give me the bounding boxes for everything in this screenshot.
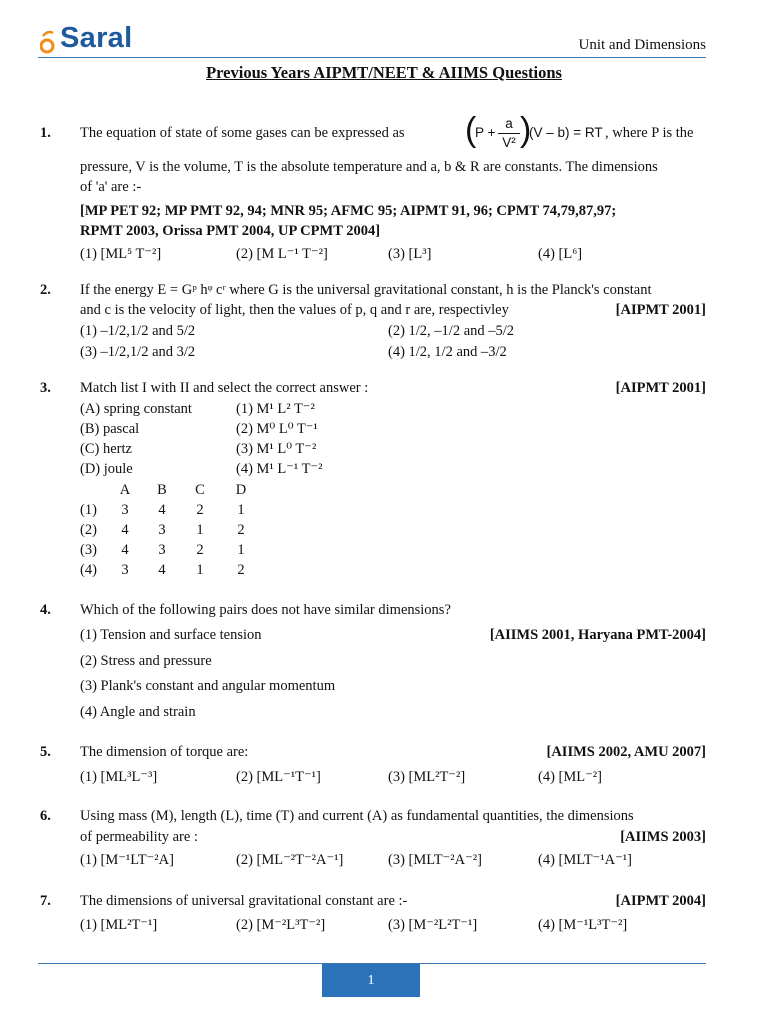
eq-right: (V – b) = RT xyxy=(529,125,603,140)
table-cell: 3 xyxy=(121,562,129,578)
q6-option: (2) [ML⁻²T⁻²A⁻¹] xyxy=(236,852,344,868)
table-header-cell: A xyxy=(119,482,131,498)
page-number: 1 xyxy=(322,964,420,997)
q6-line2: of permeability are : xyxy=(80,829,198,845)
table-cell: 1 xyxy=(237,502,245,518)
q3-list1-item: (D) joule xyxy=(80,461,133,477)
q6-tag: [AIIMS 2003] xyxy=(620,829,706,845)
q6-option: (1) [M⁻¹LT⁻²A] xyxy=(80,852,174,868)
question-number: 4. xyxy=(40,602,51,618)
q6-option: (3) [MLT⁻²A⁻²] xyxy=(388,852,482,868)
q3-line1: Match list I with II and select the correct answer : xyxy=(80,380,369,396)
q1-tag1: [MP PET 92; MP PMT 92, 94; MNR 95; AFMC 95; AIPMT 91, 96; CPMT 74,79,87,97; xyxy=(80,203,617,219)
right-paren: ) xyxy=(520,111,532,149)
q3-list2-item: (1) M¹ L² T⁻² xyxy=(236,401,315,417)
table-cell: 2 xyxy=(196,502,204,518)
q1-option: (4) [L⁶] xyxy=(538,246,583,262)
question-number: 5. xyxy=(40,744,51,760)
eq-left: P + xyxy=(475,125,496,140)
table-cell: 4 xyxy=(158,502,166,518)
q3-list2-item: (4) M¹ L⁻¹ T⁻² xyxy=(236,461,323,477)
question-number: 2. xyxy=(40,282,51,298)
table-cell: 4 xyxy=(121,522,129,538)
q5-option: (1) [ML³L⁻³] xyxy=(80,769,158,785)
question-number: 6. xyxy=(40,808,51,824)
q4-line1: Which of the following pairs does not have similar dimensions? xyxy=(80,602,451,618)
table-cell: 2 xyxy=(237,522,245,538)
q2-option: (3) –1/2,1/2 and 3/2 xyxy=(80,344,196,360)
left-paren: ( xyxy=(465,111,477,149)
q3-list2-item: (3) M¹ L⁰ T⁻² xyxy=(236,441,317,457)
table-header-cell: C xyxy=(195,482,205,498)
q1-option: (1) [ML⁵ T⁻²] xyxy=(80,246,162,262)
table-row-label: (3) xyxy=(80,542,97,558)
q1-option: (3) [L³] xyxy=(388,246,432,262)
q5-option: (3) [ML²T⁻²] xyxy=(388,769,466,785)
q2-option: (4) 1/2, 1/2 and –3/2 xyxy=(388,344,507,360)
brand-name: Saral xyxy=(60,22,133,54)
header-divider xyxy=(38,57,706,58)
eq-numerator: a xyxy=(505,116,513,131)
q3-list1-item: (A) spring constant xyxy=(80,401,192,417)
q5-line1: The dimension of torque are: xyxy=(80,744,249,760)
q1-option: (2) [M L⁻¹ T⁻²] xyxy=(236,246,328,262)
q7-option: (4) [M⁻¹L³T⁻²] xyxy=(538,917,628,933)
question-number: 1. xyxy=(40,125,51,141)
q2-option: (2) 1/2, –1/2 and –5/2 xyxy=(388,323,515,339)
table-row-label: (1) xyxy=(80,502,97,518)
q1-tag2: RPMT 2003, Orissa PMT 2004, UP CPMT 2004] xyxy=(80,223,381,239)
q7-line1: The dimensions of universal gravitational constant are :- xyxy=(80,893,408,909)
q1-text: The equation of state of some gases can be expressed as xyxy=(80,125,405,141)
chapter-title: Unit and Dimensions xyxy=(578,37,706,53)
brand-logo xyxy=(40,22,133,58)
table-cell: 4 xyxy=(121,542,129,558)
q7-tag: [AIPMT 2004] xyxy=(615,893,706,909)
q7-option: (2) [M⁻²L³T⁻²] xyxy=(236,917,326,933)
q1-line2: pressure, V is the volume, T is the absolute temperature and a, b & R are constants. The dimensions xyxy=(80,159,658,175)
q2-tag: [AIPMT 2001] xyxy=(615,302,706,318)
fraction-bar xyxy=(498,133,520,134)
table-cell: 3 xyxy=(158,542,166,558)
q6-option: (4) [MLT⁻¹A⁻¹] xyxy=(538,852,632,868)
table-cell: 1 xyxy=(237,542,245,558)
q4-option: (2) Stress and pressure xyxy=(80,653,212,669)
q4-tag: [AIIMS 2001, Haryana PMT-2004] xyxy=(489,627,706,643)
table-cell: 1 xyxy=(196,522,204,538)
q6-line1: Using mass (M), length (L), time (T) and current (A) as fundamental quantities, the dimensions xyxy=(80,808,634,824)
table-cell: 2 xyxy=(196,542,204,558)
table-header-cell: B xyxy=(157,482,167,498)
question-number: 3. xyxy=(40,380,51,396)
q2-option: (1) –1/2,1/2 and 5/2 xyxy=(80,323,196,339)
table-header-cell: D xyxy=(235,482,247,498)
eq-fraction xyxy=(498,116,520,151)
q2-line2: and c is the velocity of light, then the values of p, q and r are, respectivley xyxy=(80,302,509,318)
page-title: Previous Years AIPMT/NEET & AIIMS Questions xyxy=(206,63,562,82)
table-cell: 3 xyxy=(121,502,129,518)
q5-option: (2) [ML⁻¹T⁻¹] xyxy=(236,769,321,785)
q7-option: (3) [M⁻²L²T⁻¹] xyxy=(388,917,478,933)
q3-tag: [AIPMT 2001] xyxy=(615,380,706,396)
q1-equation xyxy=(465,111,605,152)
table-row-label: (4) xyxy=(80,562,97,578)
q5-option: (4) [ML⁻²] xyxy=(538,769,602,785)
question-number: 7. xyxy=(40,893,51,909)
q3-list1-item: (B) pascal xyxy=(80,421,140,437)
q5-tag: [AIIMS 2002, AMU 2007] xyxy=(546,744,706,760)
q7-option: (1) [ML²T⁻¹] xyxy=(80,917,158,933)
q3-list1-item: (C) hertz xyxy=(80,441,132,457)
table-cell: 1 xyxy=(196,562,204,578)
table-cell: 4 xyxy=(158,562,166,578)
q3-list2-item: (2) M⁰ L⁰ T⁻¹ xyxy=(236,421,318,437)
q1-line3: of 'a' are :- xyxy=(80,179,142,195)
q4-option: (4) Angle and strain xyxy=(80,704,196,720)
eq-denominator: V² xyxy=(502,135,516,150)
q1-text-after: , where P is the xyxy=(605,125,694,141)
q4-option: (3) Plank's constant and angular momentum xyxy=(80,678,336,694)
table-cell: 2 xyxy=(237,562,245,578)
q2-line1: If the energy E = Gᵖ hᵠ cʳ where G is the universal gravitational constant, h is the Planck's constant xyxy=(80,282,652,298)
table-row-label: (2) xyxy=(80,522,97,538)
q4-option: (1) Tension and surface tension xyxy=(80,627,262,643)
table-cell: 3 xyxy=(158,522,166,538)
